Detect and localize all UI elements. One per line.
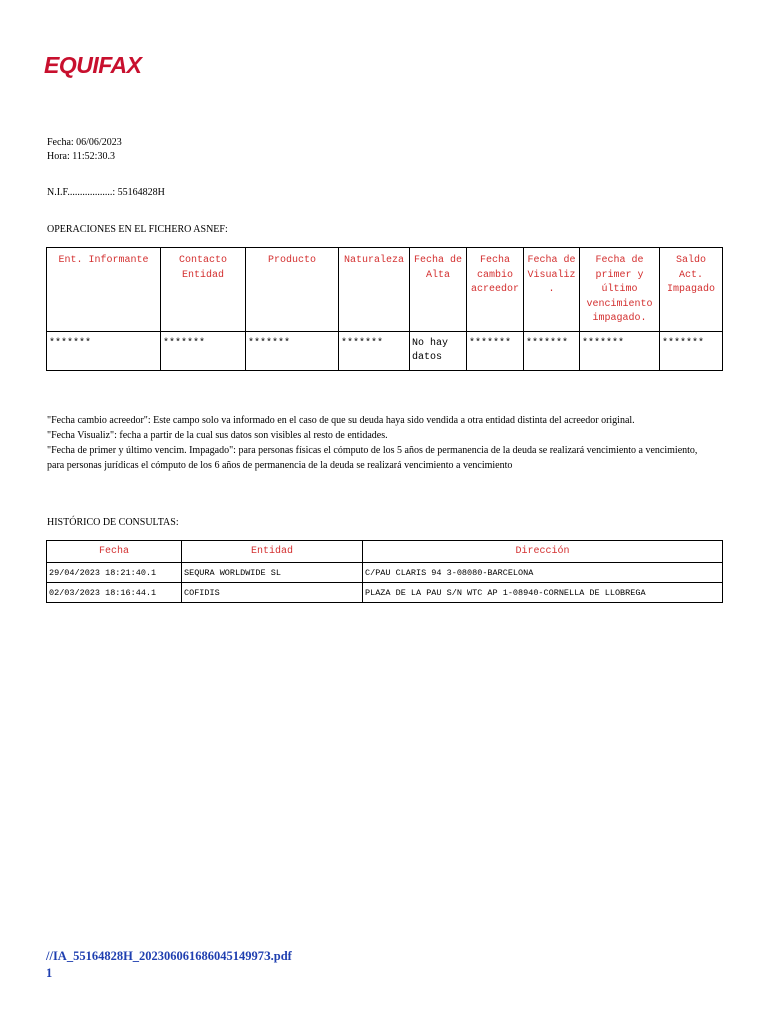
table-row — [47, 583, 723, 603]
cell-contacto-entidad: ******* — [161, 331, 246, 370]
hora-line: Hora: 11:52:30.3 — [47, 151, 115, 162]
col-direccion: Dirección — [363, 541, 723, 563]
col-fecha-visualiz: Fecha de Visualiz . — [524, 248, 580, 332]
cell-producto: ******* — [246, 331, 339, 370]
operaciones-header-row — [47, 248, 723, 332]
cell-direccion: C/PAU CLARIS 94 3-08080-BARCELONA — [363, 563, 723, 583]
note-fecha-primer-ultimo: "Fecha de primer y último vencim. Impagado": para personas físicas el cómputo de los 5 años de permanencia de la deuda se realizará vencimiento a vencimiento, — [47, 445, 698, 456]
col-fecha-cambio-acreedor: Fecha cambio acreedor — [467, 248, 524, 332]
table-row — [47, 563, 723, 583]
historico-header-row — [47, 541, 723, 563]
col-fecha: Fecha — [47, 541, 182, 563]
table-row — [47, 331, 723, 370]
col-entidad: Entidad — [182, 541, 363, 563]
page-number: 1 — [46, 966, 53, 980]
cell-fecha-visualiz: ******* — [524, 331, 580, 370]
operaciones-title: OPERACIONES EN EL FICHERO ASNEF: — [47, 224, 228, 235]
cell-entidad: COFIDIS — [182, 583, 363, 603]
footer — [46, 948, 292, 982]
col-naturaleza: Naturaleza — [339, 248, 410, 332]
operaciones-table — [46, 247, 723, 371]
note-fecha-cambio-acreedor: "Fecha cambio acreedor": Este campo solo va informado en el caso de que su deuda haya sido vendida a otra entidad distinta del acreedor original. — [47, 415, 635, 426]
col-ent-informante: Ent. Informante — [47, 248, 161, 332]
equifax-logo: EQUIFAX — [44, 52, 142, 78]
cell-fecha-primer-ultimo-vencimiento: ******* — [580, 331, 660, 370]
cell-saldo-act-impagado: ******* — [660, 331, 723, 370]
cell-fecha: 02/03/2023 18:16:44.1 — [47, 583, 182, 603]
cell-naturaleza: ******* — [339, 331, 410, 370]
note-fecha-visualiz: "Fecha Visualiz": fecha a partir de la cual sus datos son visibles al resto de entidades. — [47, 430, 388, 441]
cell-fecha-cambio-acreedor: ******* — [467, 331, 524, 370]
col-fecha-primer-ultimo-vencimiento: Fecha de primer y último vencimiento impagado. — [580, 248, 660, 332]
col-saldo-act-impagado: Saldo Act. Impagado — [660, 248, 723, 332]
col-producto: Producto — [246, 248, 339, 332]
cell-fecha: 29/04/2023 18:21:40.1 — [47, 563, 182, 583]
notes-block — [47, 413, 737, 473]
nif-line: N.I.F..................: 55164828H — [47, 187, 165, 198]
footer-filename: //IA_55164828H_20230606168604514997З.pdf — [46, 949, 292, 963]
fecha-line: Fecha: 06/06/2023 — [47, 137, 122, 148]
historico-title: HISTÓRICO DE CONSULTAS: — [47, 517, 179, 528]
cell-direccion: PLAZA DE LA PAU S/N WTC AP 1-08940-CORNELLA DE LLOBREGA — [363, 583, 723, 603]
historico-table — [46, 540, 723, 603]
cell-entidad: SEQURA WORLDWIDE SL — [182, 563, 363, 583]
col-fecha-alta: Fecha de Alta — [410, 248, 467, 332]
cell-ent-informante: ******* — [47, 331, 161, 370]
cell-fecha-alta: No hay datos — [410, 331, 467, 370]
col-contacto-entidad: Contacto Entidad — [161, 248, 246, 332]
note-personas-juridicas: para personas jurídicas el cómputo de los 6 años de permanencia de la deuda se realizará vencimiento a vencimiento — [47, 460, 513, 471]
